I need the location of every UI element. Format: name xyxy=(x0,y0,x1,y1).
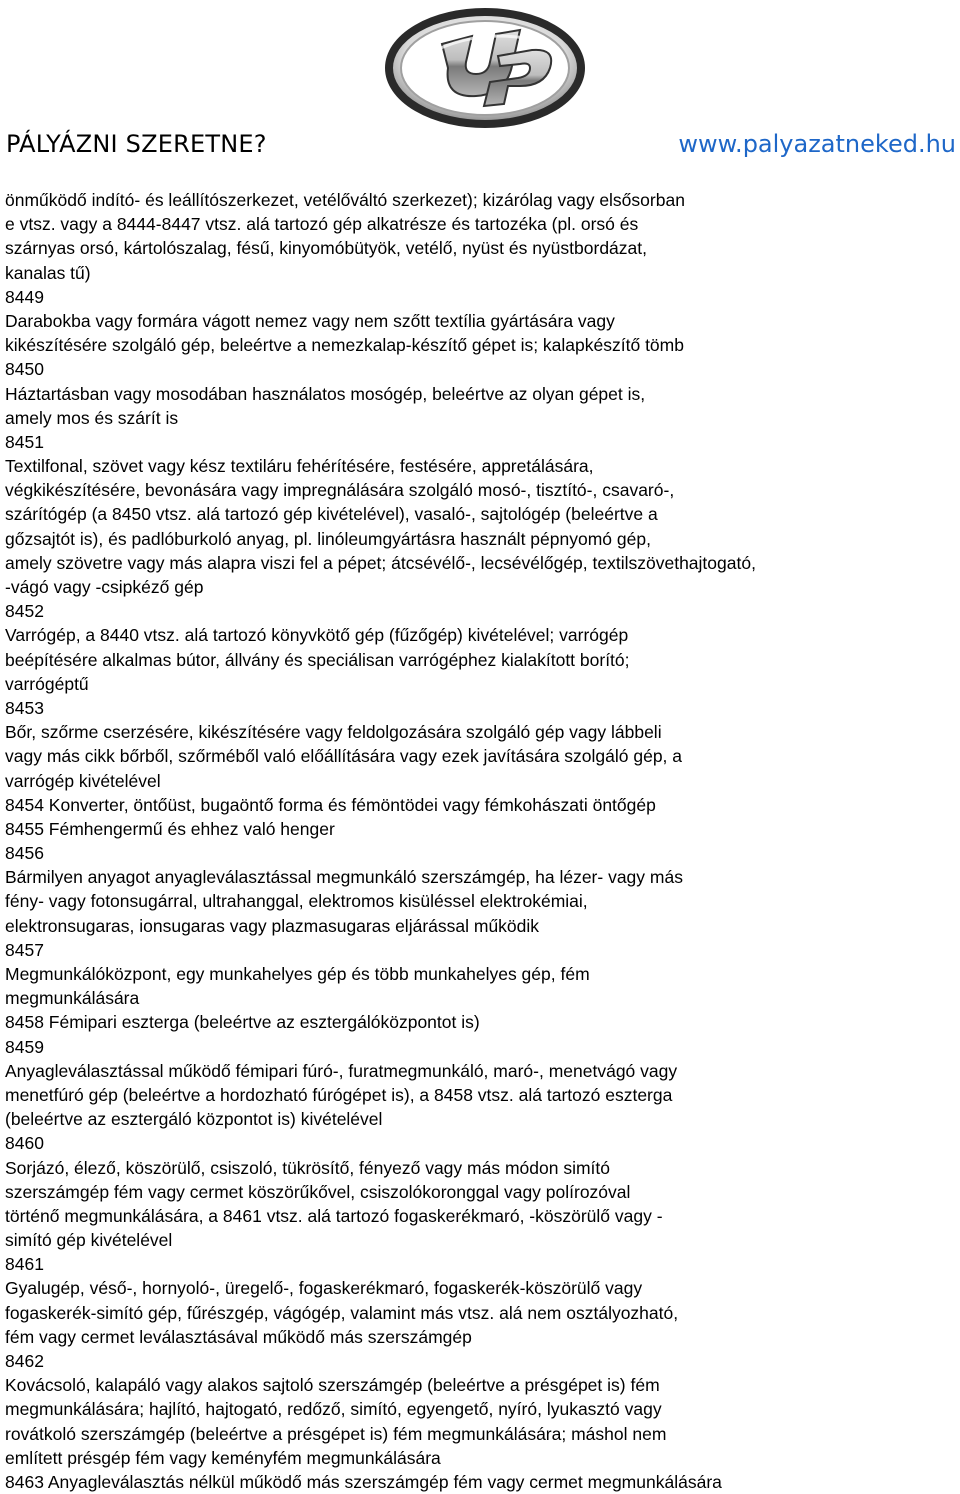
body-text-line: Bőr, szőrme cserzésére, kikészítésére vagy feldolgozására szolgáló gép vagy lábbeli xyxy=(5,722,662,743)
body-text-line: kikészítésére szolgáló gép, beleértve a nemezkalap-készítő gépet is; kalapkészítő tömb xyxy=(5,335,684,356)
body-text-line: 8457 xyxy=(5,939,44,960)
body-text-line: amely szövetre vagy más alapra viszi fel a pépet; átcsévélő-, lecsévélőgép, textilszövethajtogató, xyxy=(5,552,756,573)
body-text-line: Textilfonal, szövet vagy kész textiláru fehérítésére, festésére, appretálására, xyxy=(5,456,594,477)
body-text-line: történő megmunkálására, a 8461 vtsz. alá tartozó fogaskerékmaró, -köszörülő vagy - xyxy=(5,1205,663,1226)
body-text-line: Háztartásban vagy mosodában használatos mosógép, beleértve az olyan gépet is, xyxy=(5,383,646,404)
header-title: PÁLYÁZNI SZERETNE? xyxy=(6,130,267,158)
body-text-line: Varrógép, a 8440 vtsz. alá tartozó könyvkötő gép (fűzőgép) kivételével; varrógép xyxy=(5,625,629,646)
body-text-line: 8453 xyxy=(5,697,44,718)
body-text-line: -vágó vagy -csipkéző gép xyxy=(5,577,204,597)
body-text-line: vagy más cikk bőrből, szőrméből való előállítására vagy ezek javítására szolgáló gép, a xyxy=(5,746,683,767)
body-text-line: 8461 xyxy=(5,1254,44,1275)
body-text-line: Anyagleválasztással működő fémipari fúró-, furatmegmunkáló, maró-, menetvágó vagy xyxy=(5,1060,678,1081)
body-text-line: Gyalugép, véső-, hornyoló-, üregelő-, fogaskerékmaró, fogaskerék-köszörülő vagy xyxy=(5,1278,643,1299)
body-text-line: simító gép kivételével xyxy=(5,1230,173,1251)
body-text-line: 8454 Konverter, öntőüst, bugaöntő forma és fémöntödei vagy fémkohászati öntőgép xyxy=(5,794,656,815)
body-text-line: 8452 xyxy=(5,601,44,622)
body-text-line: végkikészítésére, bevonására vagy impregnálására szolgáló mosó-, tisztító-, csavaró-, xyxy=(5,480,675,501)
body-text-line: Bármilyen anyagot anyagleválasztással megmunkáló szerszámgép, ha lézer- vagy más xyxy=(5,867,683,888)
body-text-line: 8456 xyxy=(5,843,44,864)
body-text-line: 8458 Fémipari eszterga (beleértve az esztergálóközpontot is) xyxy=(5,1012,480,1033)
document-body xyxy=(5,188,955,1494)
body-text-line: Megmunkálóközpont, egy munkahelyes gép és több munkahelyes gép, fém xyxy=(5,964,590,984)
body-text-line: megmunkálására; hajlító, hajtogató, redőző, simító, egyengető, nyíró, lyukasztó vagy xyxy=(5,1399,662,1420)
body-text-line: 8449 xyxy=(5,286,44,307)
body-text-line: szárnyas orsó, kártolószalag, fésű, kinyomóbütyök, vetélő, nyüst és nyüstbordázat, xyxy=(5,238,647,259)
body-text-line: önműködő indító- és leállítószerkezet, vetélőváltó szerkezet); kizárólag vagy elsősorban xyxy=(5,190,685,210)
body-text-line: beépítésére alkalmas bútor, állvány és speciálisan varrógéphez kialakított borító; xyxy=(5,649,630,670)
body-text-line: fém vagy cermet leválasztásával működő más szerszámgép xyxy=(5,1326,472,1347)
body-text-line: elektronsugaras, ionsugaras vagy plazmasugaras eljárással működik xyxy=(5,915,540,936)
body-text-line: (beleértve az esztergáló központot is) kivételével xyxy=(5,1109,383,1130)
body-text-line: Darabokba vagy formára vágott nemez vagy nem szőtt textília gyártására vagy xyxy=(5,310,615,331)
body-text-line: 8460 xyxy=(5,1133,44,1154)
body-text-line: 8462 xyxy=(5,1351,44,1371)
body-text-line: gőzsajtót is), és padlóburkoló anyag, pl. linóleumgyártásra használt pépnyomó gép, xyxy=(5,528,651,549)
site-logo xyxy=(380,4,590,128)
body-text-line: e vtsz. vagy a 8444-8447 vtsz. alá tartozó gép alkatrésze és tartozéka (pl. orsó és xyxy=(5,214,639,235)
body-text-line: menetfúró gép (beleértve a hordozható fúrógépet is), a 8458 vtsz. alá tartozó eszterga xyxy=(5,1084,673,1105)
body-text-line: varrógéptű xyxy=(5,673,89,694)
body-text-line: említett présgép fém vagy keményfém megmunkálására xyxy=(5,1447,441,1468)
body-text-line: fogaskerék-simító gép, fűrészgép, vágógép, valamint más vtsz. alá nem osztályozható, xyxy=(5,1302,679,1323)
body-text-line: megmunkálására xyxy=(5,988,140,1009)
body-text-line: 8450 xyxy=(5,359,44,380)
body-text-line: 8459 xyxy=(5,1036,44,1057)
body-text-line: amely mos és szárít is xyxy=(5,407,179,428)
body-text-line: 8463 Anyagleválasztás nélkül működő más szerszámgép fém vagy cermet megmunkálására xyxy=(5,1471,722,1492)
body-text-line: varrógép kivételével xyxy=(5,770,161,791)
body-text-line: Kovácsoló, kalapáló vagy alakos sajtoló szerszámgép (beleértve a présgépet is) fém xyxy=(5,1375,660,1396)
body-text-line: szárítógép (a 8450 vtsz. alá tartozó gép kivételével), vasaló-, sajtológép (beleértve a xyxy=(5,504,658,525)
page-header xyxy=(0,126,960,166)
body-text-line: 8455 Fémhengermű és ehhez való henger xyxy=(5,818,335,839)
body-text-line: rovátkoló szerszámgép (beleértve a présgépet is) fém megmunkálására; máshol nem xyxy=(5,1423,667,1444)
body-text-line: 8451 xyxy=(5,431,44,452)
body-text-line: Sorjázó, élező, köszörülő, csiszoló, tükrösítő, fényező vagy más módon simító xyxy=(5,1157,610,1178)
body-text-line: szerszámgép fém vagy cermet köszörűkővel, csiszolókoronggal vagy polírozóval xyxy=(5,1181,631,1202)
body-text-line: kanalas tű) xyxy=(5,262,91,283)
header-website-link[interactable]: www.palyazatneked.hu xyxy=(678,130,956,158)
body-text-line: fény- vagy fotonsugárral, ultrahanggal, elektromos kisüléssel elektrokémiai, xyxy=(5,891,588,912)
